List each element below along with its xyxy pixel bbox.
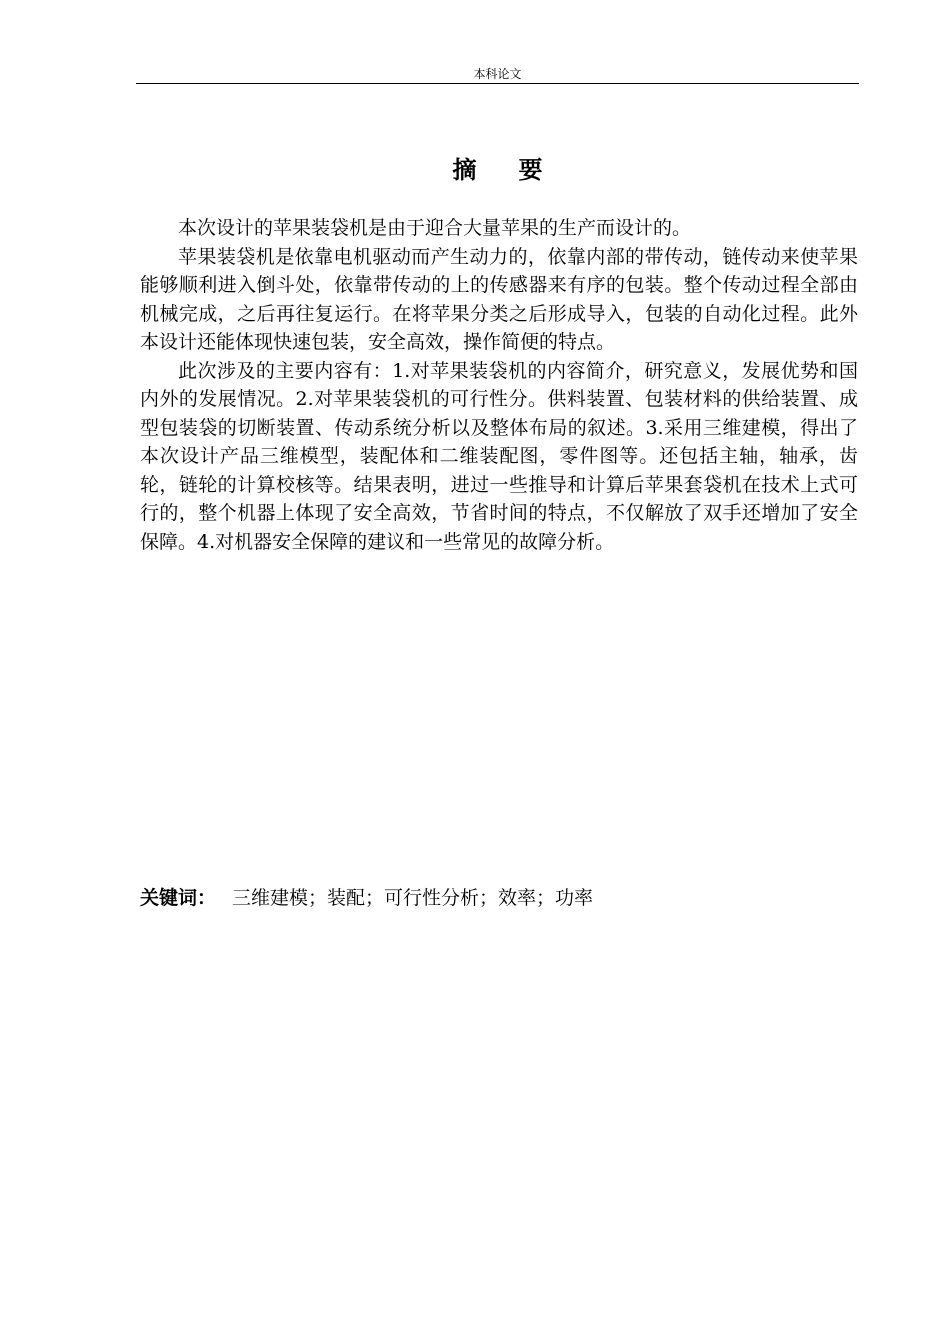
header-rule xyxy=(136,83,859,84)
abstract-paragraph-3: 此次涉及的主要内容有：1.对苹果装袋机的内容简介，研究意义，发展优势和国内外的发展情况。2.对苹果装袋机的可行性分。供料装置、包装材料的供给装置、成型包装袋的切断装置、传动系统分析以及整体布局的叙述。3.采用三维建模，得出了本次设计产品三维模型，装配体和二维装配图，零件图等。还包括主轴，轴承，齿轮，链轮的计算校核等。结果表明，进过一些推导和计算后苹果套袋机在技术上式可行的，整个机器上体现了安全高效，节省时间的特点，不仅解放了双手还增加了安全保障。4.对机器安全保障的建议和一些常见的故障分析。 xyxy=(140,359,858,553)
keywords-label: 关键词： xyxy=(140,887,217,909)
keywords-line xyxy=(140,884,858,912)
keywords-value: 三维建模；装配；可行性分析；效率；功率 xyxy=(232,887,594,909)
abstract-body xyxy=(140,214,858,556)
abstract-paragraph-2: 苹果装袋机是依靠电机驱动而产生动力的，依靠内部的带传动，链传动来使苹果能够顺利进入倒斗处，依靠带传动的上的传感器来有序的包装。整个传动过程全部由机械完成，之后再往复运行。在将苹果分类之后形成导入，包装的自动化过程。此外本设计还能体现快速包装，安全高效，操作简便的特点。 xyxy=(140,245,858,353)
running-header: 本科论文 xyxy=(473,67,522,81)
abstract-paragraph-1: 本次设计的苹果装袋机是由于迎合大量苹果的生产而设计的。 xyxy=(178,217,692,239)
abstract-title: 摘要 xyxy=(452,156,585,184)
